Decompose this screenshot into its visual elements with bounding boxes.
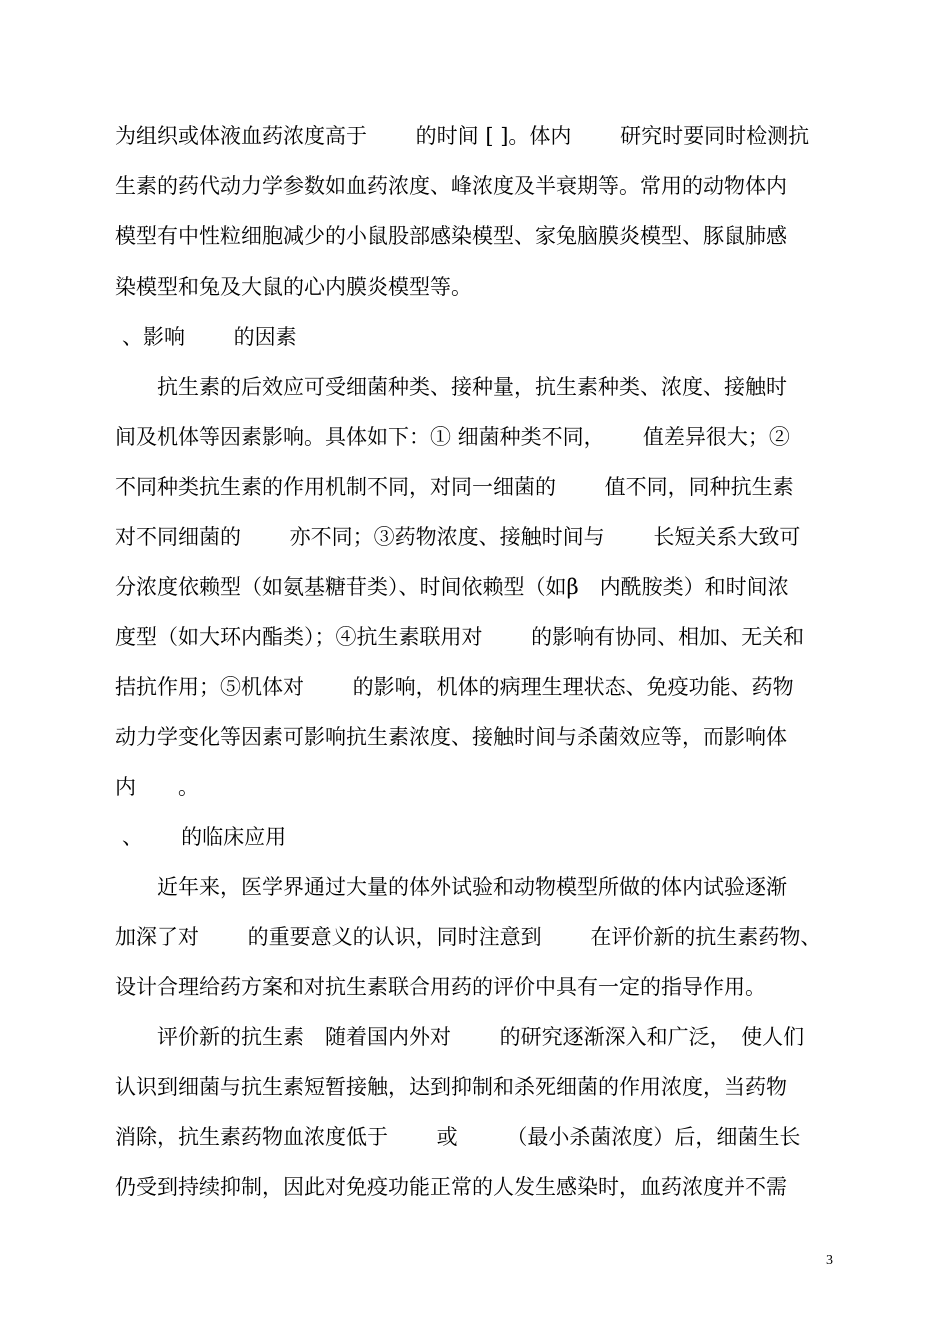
body-text-line: 不同种类抗生素的作用机制不同，对同一细菌的 值不同，同种抗生素 [115, 475, 794, 499]
body-text-line: 模型有中性粒细胞减少的小鼠股部感染模型、家兔脑膜炎模型、豚鼠肺感 [115, 224, 787, 248]
section-heading: 、 的临床应用 [122, 825, 287, 849]
body-text-line: 为组织或体液血药浓度高于 的时间 [ ]。体内 研究时要同时检测抗 [115, 124, 810, 148]
body-text-line: 设计合理给药方案和对抗生素联合用药的评价中具有一定的指导作用。 [115, 975, 766, 999]
page-number: 3 [826, 1253, 833, 1268]
body-text-line: 仍受到持续抑制，因此对免疫功能正常的人发生感染时，血药浓度并不需 [115, 1175, 787, 1199]
paragraph-first-line: 抗生素的后效应可受细菌种类、接种量，抗生素种类、浓度、接触时 [157, 375, 787, 399]
body-text-line: 染模型和兔及大鼠的心内膜炎模型等。 [115, 275, 472, 299]
body-text-line: 分浓度依赖型（如氨基糖苷类）、时间依赖型（如β 内酰胺类）和时间浓 [115, 575, 789, 599]
body-text-line: 生素的药代动力学参数如血药浓度、峰浓度及半衰期等。常用的动物体内 [115, 174, 787, 198]
body-text-line: 加深了对 的重要意义的认识，同时注意到 在评价新的抗生素药物、 [115, 925, 822, 949]
body-text-line: 消除，抗生素药物血浓度低于 或 （最小杀菌浓度）后，细菌生长 [115, 1125, 801, 1149]
section-heading: 、影响 的因素 [122, 325, 297, 349]
body-text-line: 拮抗作用；⑤机体对 的影响，机体的病理生理状态、免疫功能、药物 [115, 675, 794, 699]
body-text-line: 内 。 [115, 775, 199, 799]
body-text-line: 对不同细菌的 亦不同；③药物浓度、接触时间与 长短关系大致可 [115, 525, 801, 549]
body-text-line: 认识到细菌与抗生素短暂接触，达到抑制和杀死细菌的作用浓度，当药物 [115, 1075, 787, 1099]
paragraph-first-line: 评价新的抗生素 随着国内外对 的研究逐渐深入和广泛， 使人们 [157, 1025, 805, 1049]
body-text-line: 间及机体等因素影响。具体如下：① 细菌种类不同， 值差异很大；② [115, 425, 790, 449]
body-text-line: 度型（如大环内酯类）；④抗生素联用对 的影响有协同、相加、无关和 [115, 625, 805, 649]
body-text-line: 动力学变化等因素可影响抗生素浓度、接触时间与杀菌效应等，而影响体 [115, 725, 787, 749]
paragraph-first-line: 近年来，医学界通过大量的体外试验和动物模型所做的体内试验逐渐 [157, 875, 787, 899]
